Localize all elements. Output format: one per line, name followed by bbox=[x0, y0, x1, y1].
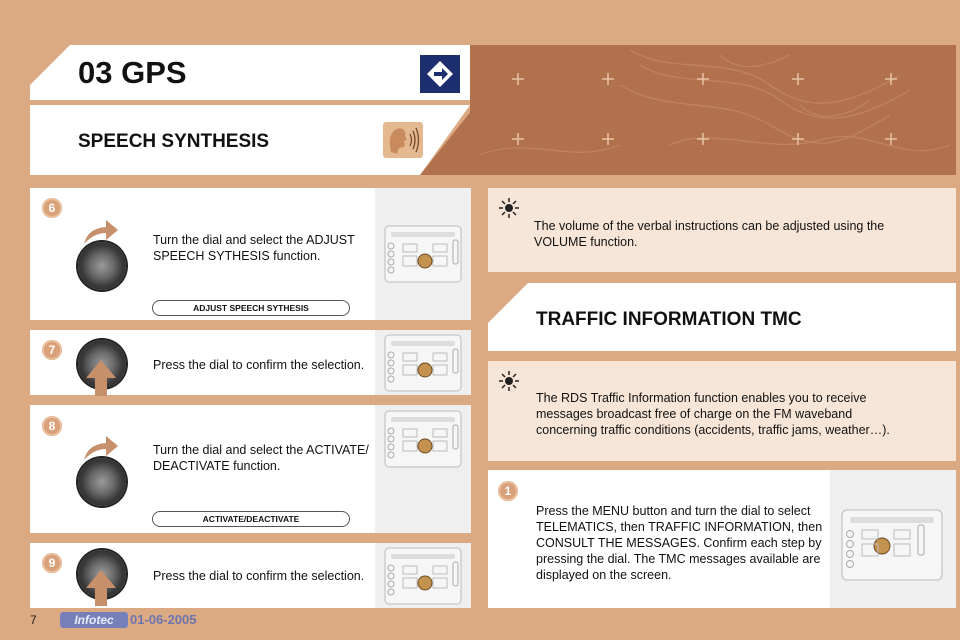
tip-bulb-icon bbox=[497, 369, 521, 393]
press-arrow-icon bbox=[86, 360, 116, 396]
step-9-text: Press the dial to confirm the selection. bbox=[153, 569, 365, 583]
tmc-tip-text: The RDS Traffic Information function enables you to receive messages broadcast free of charge on the FM waveband concerning traffic conditions (accidents, traffic jams, weather…). bbox=[536, 391, 890, 437]
speech-icon bbox=[383, 122, 423, 158]
map-banner bbox=[470, 45, 956, 175]
page-title: 03 GPS bbox=[78, 55, 187, 90]
infotec-logo: Infotec bbox=[60, 612, 128, 628]
step-number-9: 9 bbox=[42, 553, 62, 573]
radio-panel-6 bbox=[375, 188, 471, 320]
step-number-7: 7 bbox=[42, 340, 62, 360]
tmc-title: TRAFFIC INFORMATION TMC bbox=[536, 309, 802, 330]
step-number-8: 8 bbox=[42, 416, 62, 436]
tip-bulb-icon bbox=[497, 196, 521, 220]
step-1-text: Press the MENU button and turn the dial to select TELEMATICS, then TRAFFIC INFORMATION, then CONSULT THE MESSAGES. Confirm each step by pressing the dial. The TMC messages available are displayed on the screen. bbox=[536, 504, 823, 582]
volume-tip-text: The volume of the verbal instructions can be adjusted using the VOLUME function. bbox=[534, 219, 885, 249]
navigation-icon bbox=[420, 55, 460, 93]
radio-panel-9 bbox=[375, 543, 471, 608]
step-number-1: 1 bbox=[498, 481, 518, 501]
adjust-speech-pill: ADJUST SPEECH SYTHESIS bbox=[152, 300, 350, 316]
radio-panel-7 bbox=[375, 330, 471, 395]
section-title: SPEECH SYNTHESIS bbox=[78, 131, 270, 152]
step-number-6: 6 bbox=[42, 198, 62, 218]
radio-panel-8 bbox=[375, 405, 471, 533]
page-number: 7 bbox=[30, 613, 37, 627]
dial-knob bbox=[78, 242, 126, 290]
press-arrow-icon bbox=[86, 570, 116, 606]
dial-knob bbox=[78, 458, 126, 506]
radio-panel-1 bbox=[830, 470, 956, 608]
step-6-text: Turn the dial and select the ADJUST SPEECH SYTHESIS function. bbox=[153, 233, 355, 263]
step-8-text: Turn the dial and select the ACTIVATE/ DEACTIVATE function. bbox=[153, 443, 369, 473]
edition-date: 01-06-2005 bbox=[130, 612, 197, 627]
activate-deactivate-pill: ACTIVATE/DEACTIVATE bbox=[152, 511, 350, 527]
step-7-text: Press the dial to confirm the selection. bbox=[153, 358, 365, 372]
